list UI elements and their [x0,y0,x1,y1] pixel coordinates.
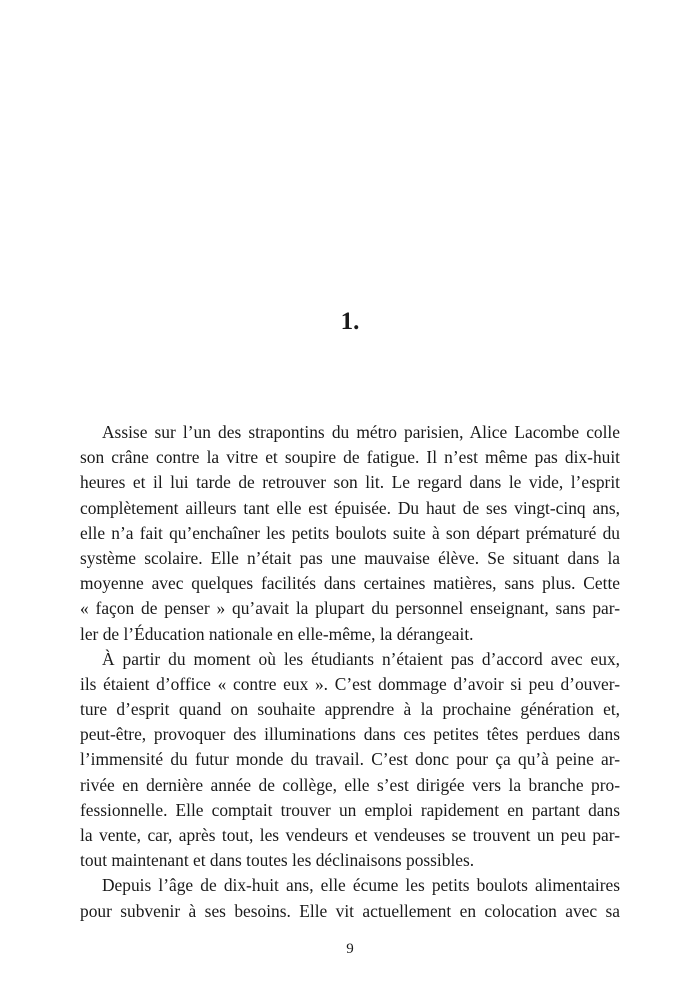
text-line: heures et il lui tarde de retrouver son lit. Le regard dans le vide, l’esprit [80,472,620,493]
chapter-body [80,420,620,924]
text-line: complètement ailleurs tant elle est épuisée. Du haut de ses vingt-cinq ans, [80,497,620,518]
text-line: moyenne avec quelques facilités dans certaines matières, sans plus. Cette [80,573,620,594]
text-line: « façon de penser » qu’avait la plupart du personnel enseignant, sans par- [80,598,620,619]
text-line: À partir du moment où les étudiants n’étaient pas d’accord avec eux, [102,648,620,669]
text-line: rivée en dernière année de collège, elle s’est dirigée vers la branche pro- [80,774,620,795]
text-line: ler de l’Éducation nationale en elle-même, la dérangeait. [80,623,474,644]
text-line: pour subvenir à ses besoins. Elle vit actuellement en colocation avec sa [80,900,620,921]
text-line: tout maintenant et dans toutes les déclinaisons possibles. [80,850,475,871]
text-line: la vente, car, après tout, les vendeurs et vendeuses se trouvent un peu par- [80,825,620,845]
text-line: Depuis l’âge de dix-huit ans, elle écume les petits boulots alimentaires [102,875,620,896]
page-number: 9 [346,941,354,957]
text-line: son crâne contre la vitre et soupire de fatigue. Il n’est même pas dix-huit [80,447,620,468]
text-line: fessionnelle. Elle comptait trouver un emploi rapidement en partant dans [80,799,620,820]
text-line: système scolaire. Elle n’était pas une mauvaise élève. Se situant dans la [80,547,620,568]
text-line: peut-être, provoquer des illuminations dans ces petites têtes perdues dans [80,724,620,745]
text-line: Assise sur l’un des strapontins du métro parisien, Alice Lacombe colle [102,422,620,442]
text-line: l’immensité du futur monde du travail. C’est donc pour ça qu’à peine ar- [80,749,620,770]
chapter-title: 1. [340,308,360,335]
text-line: elle n’a fait qu’enchaîner les petits boulots suite à son départ prématuré du [80,522,620,543]
text-line: ils étaient d’office « contre eux ». C’est dommage d’avoir si peu d’ouver- [80,673,620,694]
text-line: ture d’esprit quand on souhaite apprendre à la prochaine génération et, [80,699,620,720]
